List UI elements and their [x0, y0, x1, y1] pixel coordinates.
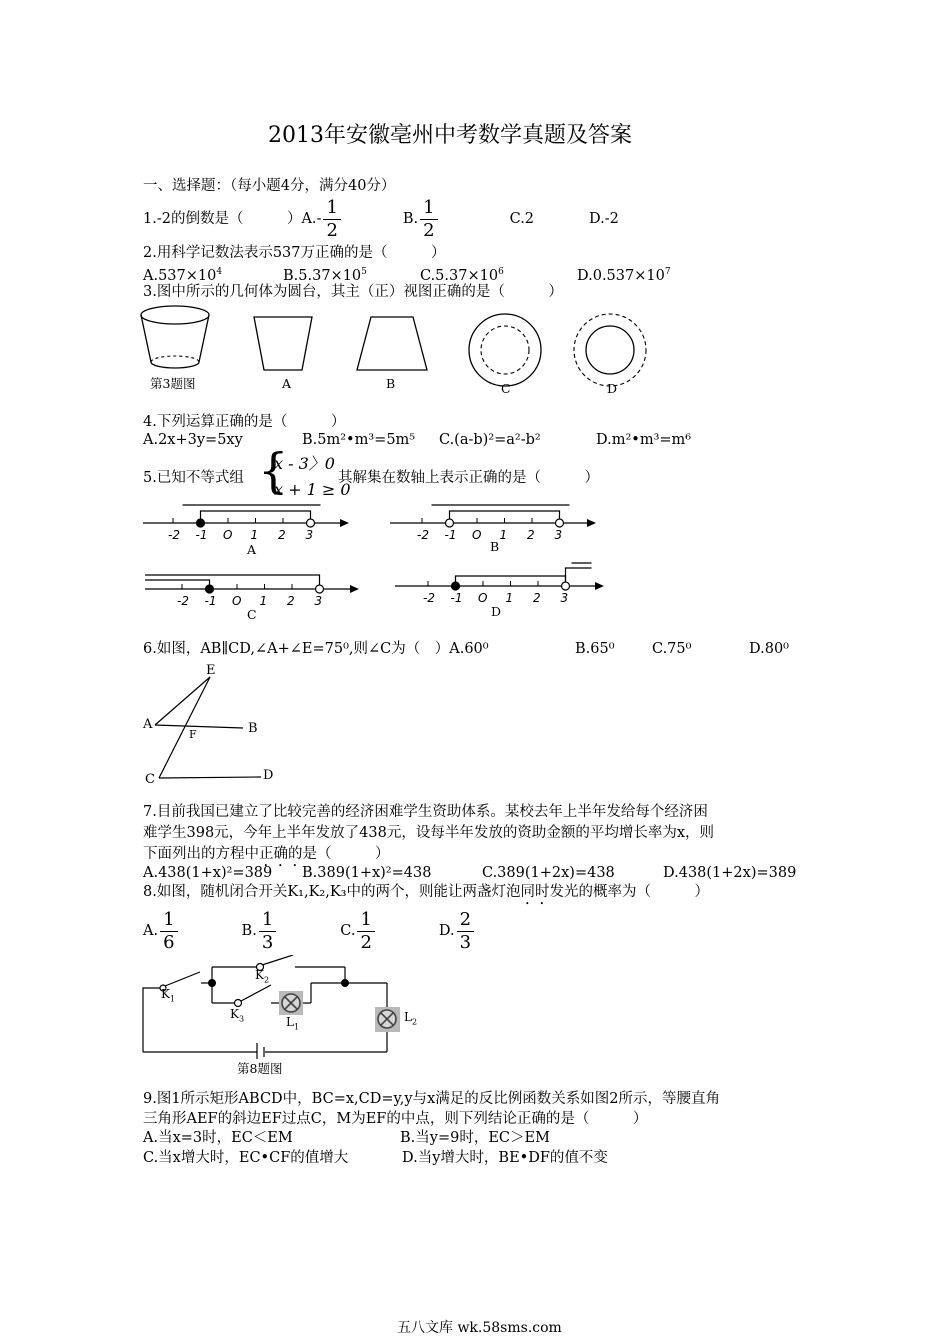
q3-label-a: A — [282, 376, 292, 391]
q7-line-2: 难学生398元，今年上半年发放了438元，设每半年发放的资助金额的平均增长率为x，则 — [143, 825, 715, 841]
q6-option-b: B.65⁰ — [575, 641, 615, 657]
junction-left — [208, 979, 216, 987]
option-a-shape — [254, 317, 312, 370]
number-line-arrow — [340, 519, 349, 527]
denominator: 2 — [423, 219, 435, 241]
tick-label: 2 — [278, 528, 286, 542]
tick-label: O — [478, 591, 488, 605]
q4-option-c: C.(a-b)²=a²-b² — [439, 432, 541, 448]
text: 下面列出的方程中 — [143, 846, 259, 862]
q8-option-a-fraction — [160, 909, 177, 954]
label-k1 — [161, 987, 175, 1003]
q5-label-d: D — [491, 604, 502, 619]
solution-line-lower — [145, 580, 210, 589]
q8-fig-caption: 第8题图 — [237, 1061, 283, 1076]
exponent: 5 — [361, 267, 367, 277]
q7-option-d: D.438(1+2x)=389 — [663, 865, 797, 881]
text: 8.如图，随机闭合开关K₁,K₂,K₃中的两个，则能让两盏灯泡 — [143, 884, 521, 900]
lamp-l1-icon — [279, 991, 303, 1015]
q6-option-c: C.75⁰ — [652, 641, 692, 657]
subscript: 3 — [238, 1014, 245, 1024]
line-ab — [155, 725, 243, 728]
line-cd — [159, 777, 261, 778]
q7-line-1: 7.目前我国已建立了比较完善的经济困难学生资助体系。某校去年上半年发给每个经济困 — [143, 804, 708, 820]
footer-watermark: 五八文库 wk.58sms.com — [397, 1320, 562, 1336]
endpoint-left — [452, 582, 460, 590]
endpoint-left — [206, 585, 214, 593]
q1-option-b-label: B. — [402, 211, 419, 227]
q1-option-d: D.-2 — [589, 211, 619, 227]
q8-option-c-label: C. — [340, 923, 356, 939]
point-b: B — [248, 721, 258, 736]
point-a: A — [143, 717, 153, 732]
numerator: 1 — [160, 909, 177, 932]
tick-label: -2 — [417, 528, 429, 542]
inequality-brace: { — [258, 443, 289, 499]
letter: K — [161, 987, 170, 1001]
q4-option-d: D.m²•m³=m⁶ — [596, 432, 692, 448]
number-line-arrow — [587, 519, 596, 527]
point-d: D — [263, 768, 274, 783]
number-line-arrow — [595, 582, 604, 590]
numerator: 1 — [420, 197, 437, 220]
tick-label: -2 — [168, 528, 180, 542]
q9-option-d: D.当y增大时，BE•DF的值不变 — [402, 1150, 608, 1166]
tick-label: 3 — [560, 591, 569, 605]
tick-label: O — [232, 594, 242, 608]
q7-option-c: C.389(1+2x)=438 — [482, 865, 615, 881]
endpoint-right — [562, 582, 570, 590]
text: 发光的概率为（ ） — [549, 884, 709, 900]
q9-line-1: 9.图1所示矩形ABCD中，BC=x,CD=y,y与x满足的反比例函数关系如图2所示，等腰直角 — [143, 1091, 720, 1107]
q2-stem: 2.用科学记数法表示537万正确的是（ ） — [143, 245, 446, 261]
q8-options — [143, 906, 476, 956]
tick-label: -2 — [177, 594, 189, 608]
denominator: 3 — [261, 931, 274, 953]
option-c-shape — [469, 314, 541, 386]
tick-label: O — [472, 528, 482, 542]
tick-label: 2 — [527, 528, 535, 542]
q2-option-d — [577, 263, 671, 285]
tick-label: 1 — [259, 594, 268, 608]
inequality-line-1: x - 3〉0 — [274, 454, 335, 473]
subscript: 2 — [263, 975, 270, 985]
line-ec — [159, 677, 210, 778]
tick-label: -2 — [423, 591, 435, 605]
tick-label: 1 — [505, 591, 514, 605]
exponent: 7 — [664, 267, 671, 277]
q1-option-c: C.2 — [509, 211, 535, 227]
question-1 — [143, 196, 619, 242]
option-text: B.5.37×10 — [283, 267, 362, 284]
endpoint-left — [197, 519, 205, 527]
q4-option-b: B.5m²•m³=5m⁵ — [302, 432, 416, 448]
switch-k3-blade — [241, 985, 271, 1001]
q9-option-a: A.当x=3时，EC＜EM — [143, 1130, 293, 1146]
tick-label: O — [223, 528, 233, 542]
q8-stem — [143, 883, 709, 908]
wire-left — [143, 988, 163, 1052]
q7-option-b: B.389(1+x)²=438 — [302, 865, 432, 881]
numerator: 1 — [357, 909, 374, 932]
tick-label: 2 — [533, 591, 541, 605]
q5-label-c: C — [247, 607, 257, 622]
q8-option-c-fraction — [357, 909, 374, 954]
tick-label: 1 — [499, 528, 508, 542]
letter: K — [255, 968, 264, 982]
endpoint-left — [446, 519, 454, 527]
q7-option-a: A.438(1+x)²=389 — [143, 865, 273, 881]
tick-label: 3 — [305, 528, 314, 542]
q3-stem: 3.图中所示的几何体为圆台，其主（正）视图正确的是（ ） — [143, 284, 563, 300]
tick-label: 3 — [314, 594, 323, 608]
q9-option-b: B.当y=9时，EC＞EM — [400, 1130, 550, 1146]
q4-stem: 4.下列运算正确的是（ ） — [143, 414, 346, 430]
switch-k2-blade — [262, 955, 293, 965]
endpoint-right — [316, 585, 324, 593]
numerator: 2 — [457, 909, 474, 932]
letter: K — [230, 1007, 239, 1021]
q5-label-b: B — [490, 539, 500, 554]
letter: L — [404, 1010, 412, 1024]
label-k2 — [255, 968, 269, 984]
label-k3 — [230, 1007, 244, 1023]
q8-option-a-label: A. — [143, 923, 159, 939]
subscript: 2 — [411, 1017, 418, 1027]
q1-option-a-fraction — [323, 197, 340, 242]
q8-circuit-diagram — [135, 955, 418, 1075]
q5-label-a: A — [247, 542, 257, 557]
option-b-shape — [357, 317, 427, 370]
q3-fig-caption: 第3题图 — [150, 376, 196, 391]
page-title: 2013年安徽亳州中考数学真题及答案 — [268, 123, 632, 148]
q8-option-b-fraction — [259, 909, 276, 954]
frustum-solid — [141, 306, 209, 368]
letter: L — [286, 1015, 294, 1029]
solution-ray — [566, 568, 592, 586]
inequality-line-2: x + 1 ≥ 0 — [274, 480, 351, 499]
lamp-l2-icon — [375, 1007, 400, 1032]
numerator: 1 — [259, 909, 276, 932]
q8-option-d-label: D. — [438, 923, 455, 939]
q3-figure — [135, 300, 665, 400]
q2-option-c — [420, 263, 504, 285]
denominator: 3 — [459, 931, 472, 953]
q5-prefix: 5.已知不等式组 — [143, 470, 244, 486]
tick-label: 3 — [554, 528, 563, 542]
solution-line-upper — [145, 575, 320, 589]
tick-label: 1 — [250, 528, 259, 542]
endpoint-right — [307, 519, 315, 527]
switch-k3-terminal — [235, 1000, 242, 1007]
q2-option-b — [283, 263, 367, 285]
point-e: E — [206, 663, 216, 678]
subscript: 1 — [293, 1022, 300, 1032]
option-d-shape — [574, 314, 646, 386]
q9-line-2: 三角形AEF的斜边EF过点C，M为EF的中点，则下列结论正确的是（ ） — [143, 1111, 648, 1127]
exponent: 4 — [216, 267, 223, 277]
tick-label: -1 — [450, 591, 463, 605]
tick-label: -1 — [444, 528, 457, 542]
junction-right — [341, 979, 349, 987]
line-ae — [155, 677, 210, 725]
emphasized-text: 同时 — [520, 884, 550, 900]
q8-option-b-label: B. — [241, 923, 257, 939]
option-text: D.0.537×10 — [577, 267, 665, 284]
q8-option-d-fraction — [457, 909, 474, 954]
numerator: 1 — [323, 197, 340, 220]
tick-label: -1 — [195, 528, 208, 542]
point-c: C — [145, 772, 155, 787]
q5-suffix: 其解集在数轴上表示正确的是（ ） — [338, 470, 599, 486]
label-l1 — [286, 1015, 299, 1031]
endpoint-right — [556, 519, 564, 527]
q3-label-c: C — [501, 381, 511, 396]
q1-stem: 1.-2的倒数是（ ）A.- — [143, 211, 322, 227]
option-text: C.5.37×10 — [420, 267, 499, 284]
option-text: A.537×10 — [143, 267, 217, 284]
q6-stem: 6.如图，AB∥CD,∠A+∠E=75⁰,则∠C为（ ）A.60⁰ — [143, 641, 489, 657]
q9-option-c: C.当x增大时，EC•CF的值增大 — [143, 1150, 349, 1166]
switch-k1-blade — [165, 972, 200, 986]
subscript: 1 — [169, 994, 176, 1004]
tick-label: 2 — [287, 594, 295, 608]
exponent: 6 — [498, 267, 504, 277]
q1-option-b-fraction — [420, 197, 437, 242]
label-l2 — [404, 1010, 417, 1026]
denominator: 2 — [360, 931, 372, 953]
section-heading: 一、选择题：（每小题4分，满分40分） — [143, 178, 396, 194]
tick-label: -1 — [204, 594, 217, 608]
number-line-arrow — [350, 585, 359, 593]
q6-option-d: D.80⁰ — [749, 641, 789, 657]
q2-option-a — [143, 263, 222, 285]
point-f: F — [189, 728, 197, 741]
text: 是（ ） — [302, 846, 390, 862]
q3-label-d: D — [607, 381, 618, 396]
denominator: 6 — [163, 931, 175, 953]
q4-option-a: A.2x+3y=5xy — [143, 432, 243, 448]
emphasized-text: 正确的 — [259, 846, 303, 862]
q3-label-b: B — [386, 376, 396, 391]
q5-number-lines — [135, 495, 615, 625]
denominator: 2 — [326, 219, 338, 241]
